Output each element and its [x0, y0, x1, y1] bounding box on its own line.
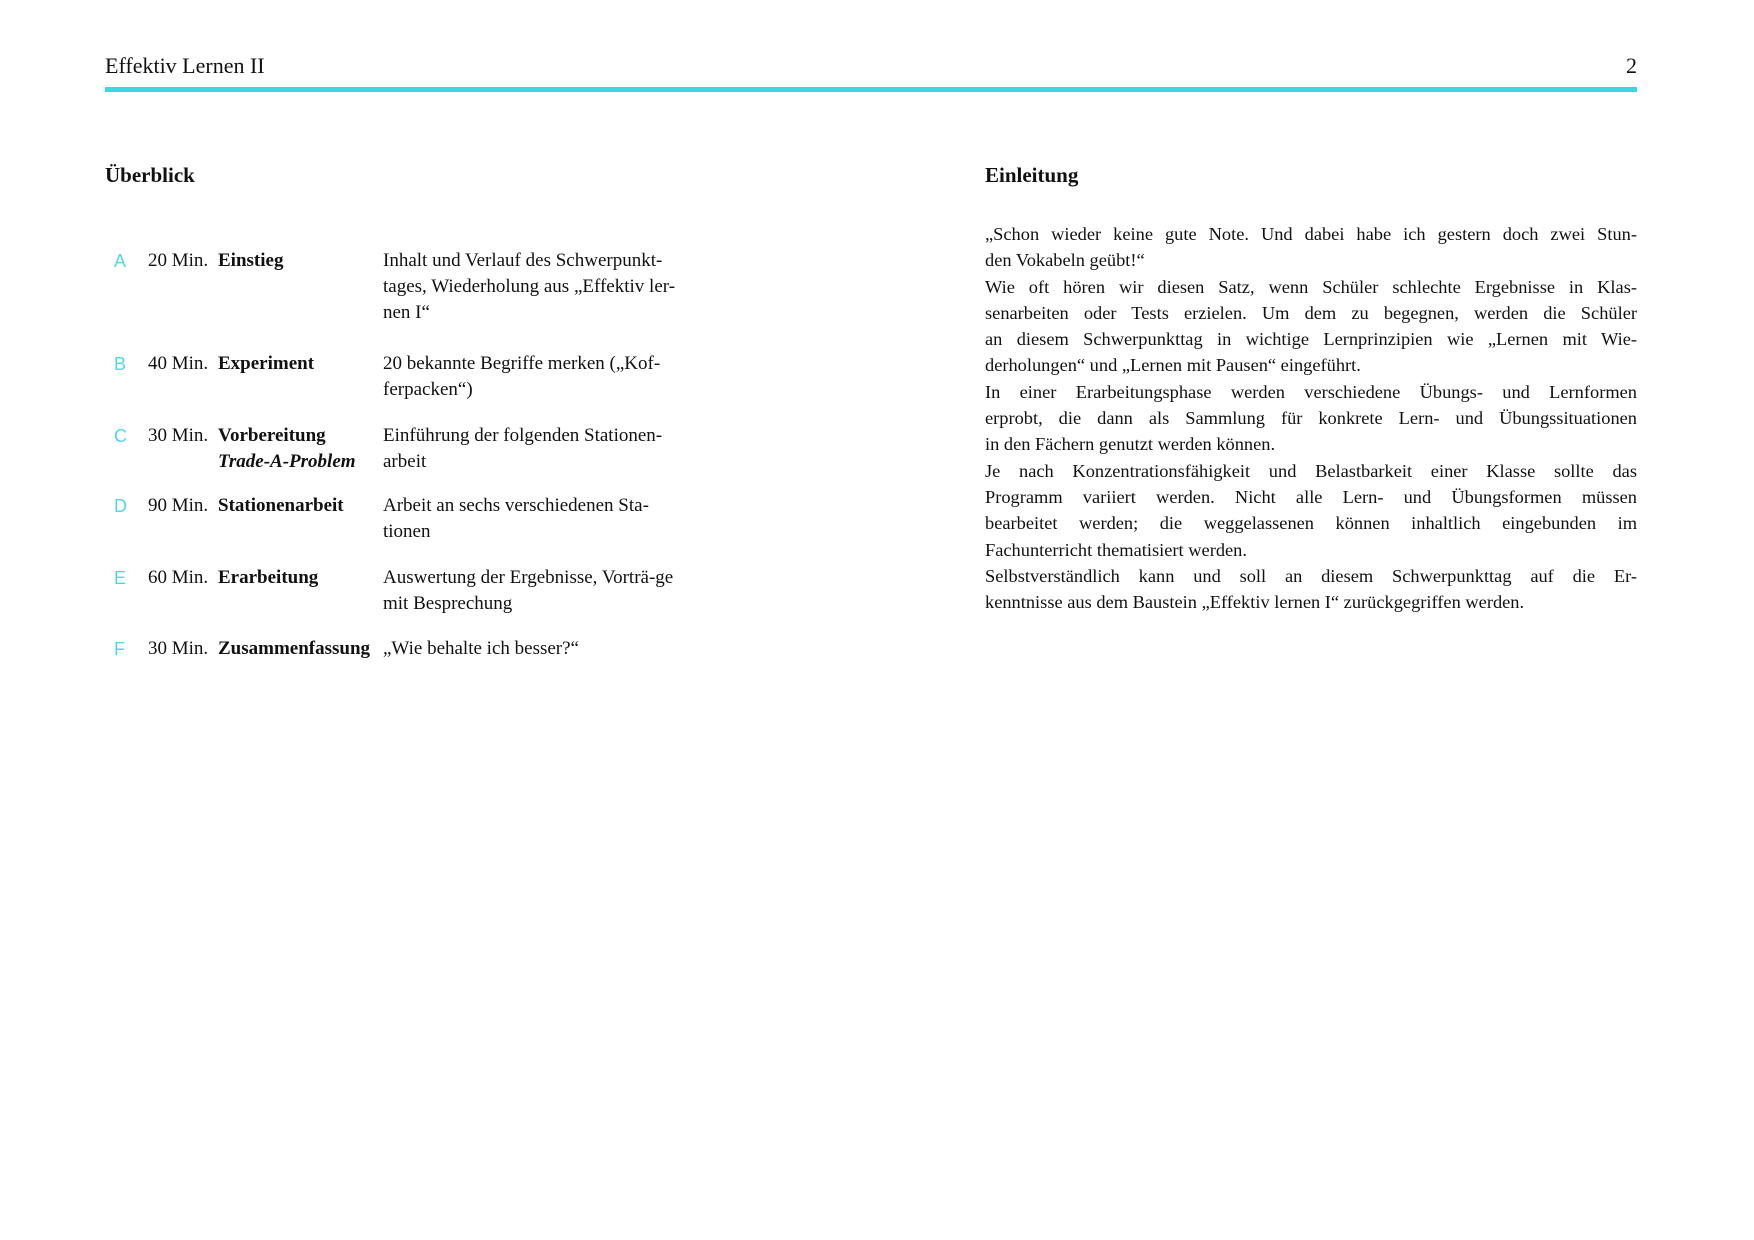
phase-description	[383, 493, 753, 545]
description-line: ferpacken“)	[383, 379, 473, 400]
phase-letter: A	[114, 251, 127, 271]
header-divider-rule	[105, 87, 1637, 92]
description-line: arbeit	[383, 451, 427, 472]
phase-duration: 30 Min.	[148, 425, 209, 446]
phase-title	[218, 248, 283, 274]
description-line: Inhalt und Verlauf des Schwerpunkt-	[383, 250, 663, 271]
introduction-line: Fachunterricht thematisiert werden.	[985, 539, 1247, 560]
introduction-heading: Einleitung	[985, 163, 1079, 187]
description-line: Auswertung der Ergebnisse, Vorträ-ge	[383, 567, 674, 588]
introduction-line: den Vokabeln geübt!“	[985, 250, 1145, 271]
introduction-line: an diesem Schwerpunkttag in wichtige Lernprinzipien wie „Lernen mit Wie-	[985, 329, 1637, 350]
phase-letter: B	[114, 354, 127, 374]
introduction-line: bearbeitet werden; die weggelassenen können inhaltlich eingebunden im	[985, 513, 1637, 534]
description-line: Arbeit an sechs verschiedenen Sta-	[383, 495, 649, 516]
phase-title	[218, 351, 314, 377]
description-line: nen I“	[383, 302, 430, 323]
phase-title-text: Einstieg	[218, 250, 284, 271]
phase-duration: 40 Min.	[148, 353, 209, 374]
introduction-line: Je nach Konzentrationsfähigkeit und Belastbarkeit einer Klasse sollte das	[985, 460, 1637, 481]
phase-title-text: Zusammenfassung	[218, 638, 371, 659]
phase-title-text: Erarbeitung	[218, 567, 319, 588]
introduction-line: senarbeiten oder Tests erzielen. Um dem zu begegnen, werden die Schüler	[985, 302, 1637, 323]
phase-duration: 30 Min.	[148, 638, 209, 659]
phase-duration: 60 Min.	[148, 567, 209, 588]
phase-description	[383, 248, 753, 326]
phase-duration: 20 Min.	[148, 250, 209, 271]
phase-title	[218, 423, 356, 475]
phase-letter: D	[114, 496, 127, 516]
description-line: 20 bekannte Begriffe merken („Kof-	[383, 353, 661, 374]
phase-letter: E	[114, 568, 127, 588]
phase-title-text: Vorbereitung	[218, 425, 326, 446]
phase-letter: C	[114, 426, 127, 446]
phase-description	[383, 351, 753, 403]
introduction-body	[985, 221, 1637, 615]
phase-description	[383, 636, 753, 662]
phase-description	[383, 565, 753, 617]
description-line: mit Besprechung	[383, 593, 513, 614]
phase-title-text: Experiment	[218, 353, 315, 374]
phase-letter: F	[114, 639, 125, 659]
page-number: 2	[1626, 53, 1637, 78]
phase-duration: 90 Min.	[148, 495, 209, 516]
phase-title	[218, 565, 318, 591]
description-line: Einführung der folgenden Stationen-	[383, 425, 663, 446]
introduction-line: In einer Erarbeitungsphase werden verschiedene Übungs- und Lernformen	[985, 381, 1637, 402]
phase-description	[383, 423, 753, 475]
introduction-line: Programm variiert werden. Nicht alle Lern- und Übungsformen müssen	[985, 486, 1637, 507]
phase-title-text: Stationenarbeit	[218, 495, 344, 516]
introduction-line: erprobt, die dann als Sammlung für konkrete Lern- und Übungssituationen	[985, 408, 1637, 429]
introduction-line: derholungen“ und „Lernen mit Pausen“ eingeführt.	[985, 355, 1361, 376]
introduction-line: Wie oft hören wir diesen Satz, wenn Schüler schlechte Ergebnisse in Klas-	[985, 276, 1637, 297]
introduction-line: in den Fächern genutzt werden können.	[985, 434, 1276, 455]
description-line: tionen	[383, 521, 431, 542]
phase-subtitle: Trade-A-Problem	[218, 451, 356, 472]
description-line: „Wie behalte ich besser?“	[383, 638, 579, 659]
description-line: tages, Wiederholung aus „Effektiv ler-	[383, 276, 676, 297]
document-title: Effektiv Lernen II	[105, 53, 265, 78]
introduction-line: kenntnisse aus dem Baustein „Effektiv lernen I“ zurückgegriffen werden.	[985, 592, 1525, 613]
phase-title	[218, 636, 370, 662]
introduction-line: Selbstverständlich kann und soll an diesem Schwerpunkttag auf die Er-	[985, 565, 1637, 586]
introduction-line: „Schon wieder keine gute Note. Und dabei habe ich gestern doch zwei Stun-	[985, 224, 1637, 244]
phase-title	[218, 493, 344, 519]
overview-heading: Überblick	[105, 163, 195, 187]
